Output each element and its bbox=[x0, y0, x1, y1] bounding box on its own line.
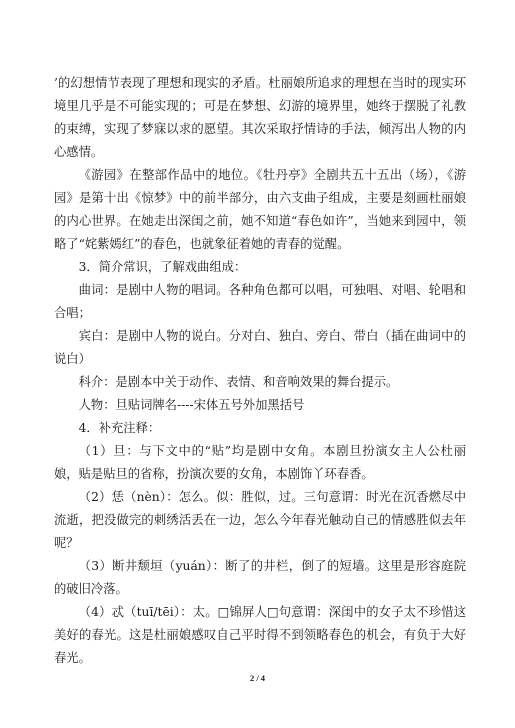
paragraph-quci: 曲词：是剧中人物的唱词。各种角色都可以唱，可独唱、对唱、轮唱和合唱； bbox=[54, 283, 466, 320]
paragraph-kejie: 科介：是剧本中关于动作、表情、和音响效果的舞台提示。 bbox=[78, 375, 399, 389]
paragraph-renwu: 人物：旦贴词牌名----宋体五号外加黑括号 bbox=[78, 398, 305, 412]
note-4: （4）忒（tuī/tēi）：太。□锦屏人□句意谓：深闺中的女子太不珍惜这美好的春光。这是杜丽娘感叹自己平时得不到领略春色的机会，有负于大好春光。 bbox=[54, 605, 466, 665]
section-heading-4: 4．补充注释： bbox=[78, 421, 161, 435]
page-number: 2 / 4 bbox=[249, 673, 266, 683]
section-heading-3: 3．简介常识，了解戏曲组成： bbox=[78, 260, 247, 274]
document-body bbox=[54, 72, 466, 670]
paragraph-binbai: 宾白：是剧中人物的说白。分对白、独白、旁白、带白（插在曲词中的说白） bbox=[54, 329, 466, 366]
note-3: （3）断井颓垣（yuán）：断了的井栏，倒了的短墙。这里是形容庭院的破旧冷落。 bbox=[54, 559, 466, 596]
note-1: （1）旦：与下文中的“贴”均是剧中女角。本剧旦扮演女主人公杜丽娘，贴是贴旦的省称，扮演次要的女角，本剧饰丫环春香。 bbox=[54, 444, 466, 481]
note-2: （2）恁（nèn）：怎么。似：胜似，过。三句意谓：时光在沉香燃尽中流逝，把没做完的刺绣活丢在一边，怎么今年春光触动自己的情感胜似去年呢？ bbox=[54, 490, 466, 550]
paragraph-continuation: ’的幻想情节表现了理想和现实的矛盾。杜丽娘所追求的理想在当时的现实环境里几乎是不可能实现的；可是在梦想、幻游的境界里，她终于摆脱了礼教的束缚，实现了梦寐以求的愿望。其次采取抒情诗的手法，倾泻出人物的内心感情。 bbox=[54, 76, 466, 159]
paragraph-youyuan-position: 《游园》在整部作品中的地位。《牡丹亭》全剧共五十五出（场），《游园》是第十出《惊梦》中的前半部分，由六支曲子组成，主要是刻画杜丽娘的内心世界。在她走出深闺之前，她不知道“春色如许”，当她来到园中，领略了“姹紫嫣红”的春色，也就象征着她的青春的觉醒。 bbox=[54, 168, 466, 251]
